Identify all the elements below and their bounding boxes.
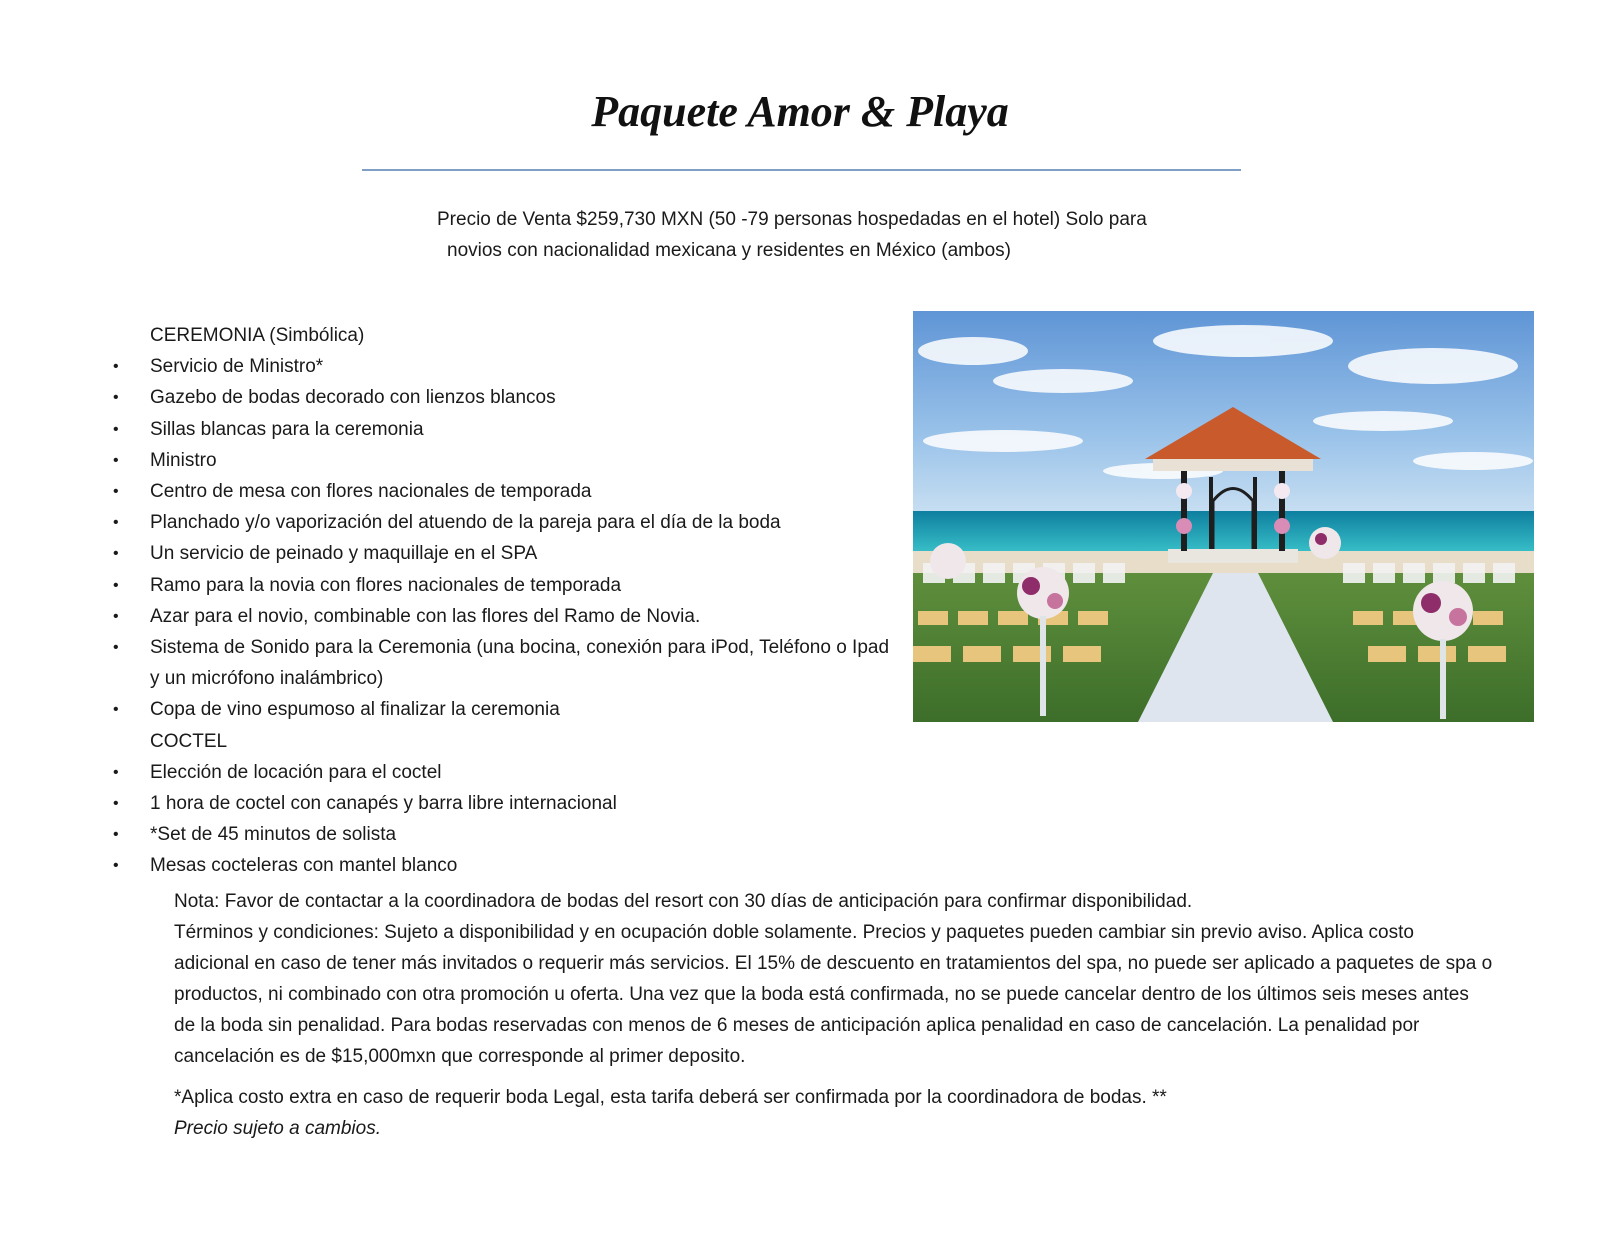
terms-conditions: Términos y condiciones: Sujeto a disponibilidad y en ocupación doble solamente. Precios y paquetes pueden cambiar sin previo aviso. Aplica costo adicional en caso de tener más invitados o requerir más servicios. El 15% de descuento en tratamientos del spa, no puede ser aplicado a paquetes de spa o productos, ni combinado con otra promoción u oferta. Una vez que la boda está confirmada, no se puede cancelar dentro de los últimos seis meses antes de la boda sin penalidad. Para bodas reservadas con menos de 6 meses de anticipación aplica penalidad en caso de cancelación. La penalidad por cancelación es de $15,000mxn que corresponde al primer deposito. [174, 922, 1493, 1067]
list-item: • Planchado y/o vaporización del atuendo de la pareja para el día de la boda [0, 507, 890, 538]
terms-notes [174, 886, 1494, 1144]
list-item: • Azar para el novio, combinable con las flores del Ramo de Novia. [0, 601, 890, 632]
list-item: • Ramo para la novia con flores nacionales de temporada [0, 570, 890, 601]
list-item: • Centro de mesa con flores nacionales de temporada [0, 476, 890, 507]
package-items-list [0, 320, 1600, 882]
legal-wedding-note: *Aplica costo extra en caso de requerir boda Legal, esta tarifa deberá ser confirmada por la coordinadora de bodas. ** [174, 1087, 1167, 1108]
list-item: • Elección de locación para el coctel [0, 757, 890, 788]
list-item: • Ministro [0, 445, 890, 476]
list-item: • Sillas blancas para la ceremonia [0, 414, 890, 445]
section-heading: CEREMONIA (Simbólica) [150, 325, 365, 346]
availability-note: Nota: Favor de contactar a la coordinadora de bodas del resort con 30 días de anticipación para confirmar disponibilidad. [174, 891, 1193, 912]
price-subject-note: Precio sujeto a cambios. [174, 1118, 381, 1139]
price-statement [437, 204, 1217, 266]
section-heading: COCTEL [150, 730, 228, 752]
page-title: Paquete Amor & Playa [591, 87, 1009, 136]
list-item: • Gazebo de bodas decorado con lienzos blancos [0, 382, 890, 413]
title-divider [362, 169, 1241, 171]
list-item: • 1 hora de coctel con canapés y barra libre internacional [0, 788, 890, 819]
list-item: • Un servicio de peinado y maquillaje en el SPA [0, 538, 890, 569]
price-line-2: novios con nacionalidad mexicana y residentes en México (ambos) [447, 240, 1011, 261]
list-item: • Copa de vino espumoso al finalizar la ceremonia [0, 694, 890, 725]
price-line-1: Precio de Venta $259,730 MXN (50 -79 personas hospedadas en el hotel) Solo para [437, 209, 1147, 230]
list-item: • Mesas cocteleras con mantel blanco [0, 850, 890, 881]
list-item: • Servicio de Ministro* [0, 351, 890, 382]
list-item: • Sistema de Sonido para la Ceremonia (una bocina, conexión para iPod, Teléfono o Ipad y un micrófono inalámbrico) [0, 632, 890, 694]
list-item: • *Set de 45 minutos de solista [0, 819, 890, 850]
